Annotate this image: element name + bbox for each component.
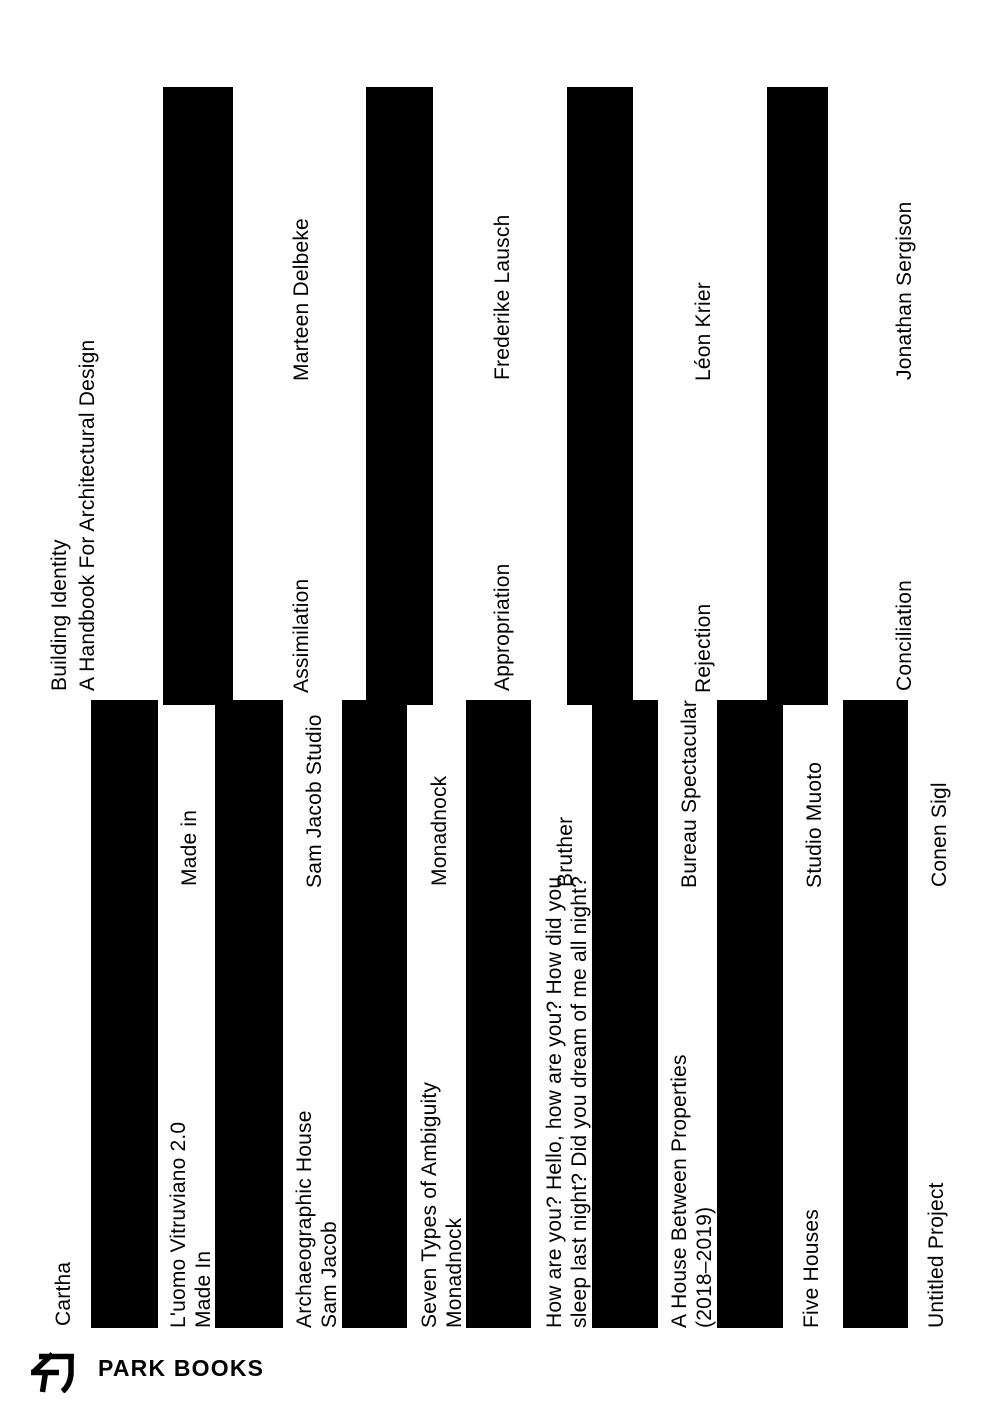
black-bar <box>567 87 633 705</box>
project-title-line2: sleep last night? Did you dream of me all night? <box>568 875 591 1328</box>
studio-name: Made in <box>178 809 201 886</box>
project-title <box>667 1054 717 1328</box>
publisher-logo <box>31 1346 264 1393</box>
category-label: Rejection <box>692 603 715 693</box>
project-title-line1: L'uomo Vitruviano 2.0 <box>167 1121 190 1328</box>
studio-name: Studio Muoto <box>803 761 826 888</box>
studio-name: Monadnock <box>428 775 451 886</box>
studio-name: Bruther <box>554 816 577 887</box>
project-title <box>417 1082 467 1328</box>
project-title: Five Houses <box>800 1209 823 1328</box>
studio-name: Conen Sigl <box>928 782 951 887</box>
project-title <box>166 1122 216 1328</box>
black-bar <box>91 700 158 1328</box>
black-bar <box>592 700 658 1328</box>
cover-title-line2: A Handbook For Architectural Design <box>76 339 99 691</box>
studio-name: Bureau Spectacular <box>678 699 701 888</box>
black-bar <box>466 700 531 1328</box>
project-title-line2: Made In <box>192 1250 215 1328</box>
cover-title <box>46 340 102 691</box>
park-books-bench-icon <box>31 1347 83 1393</box>
project-title: Untitled Project <box>925 1182 948 1328</box>
project-title-line1: Archaeographic House <box>293 1110 316 1328</box>
project-title-line1: How are you? Hello, how are you? How did you <box>543 876 566 1328</box>
black-bar <box>366 87 433 705</box>
project-title-line2: (2018–2019) <box>693 1206 716 1328</box>
category-label: Assimilation <box>290 578 313 693</box>
black-bar <box>843 700 908 1328</box>
author-name: Léon Krier <box>692 282 715 381</box>
author-name: Jonathan Sergison <box>893 201 916 380</box>
black-bar <box>215 700 283 1328</box>
magazine-name: Cartha <box>52 1261 75 1326</box>
studio-name: Sam Jacob Studio <box>303 714 326 888</box>
project-title <box>292 1110 342 1328</box>
black-bar <box>767 87 828 705</box>
project-title <box>542 876 592 1328</box>
project-title-line1: Seven Types of Ambiguity <box>418 1081 441 1328</box>
category-label: Conciliation <box>893 580 916 691</box>
project-title-line2: Sam Jacob <box>318 1221 341 1328</box>
black-bar <box>163 87 233 705</box>
cover-title-line1: Building Identity <box>48 539 71 691</box>
publisher-name: PARK BOOKS <box>98 1355 265 1381</box>
project-title-line2: Monadnock <box>443 1217 466 1328</box>
black-bar <box>342 700 407 1328</box>
author-name: Frederike Lausch <box>491 214 514 380</box>
project-title-line1: A House Between Properties <box>668 1054 691 1328</box>
black-bar <box>717 700 783 1328</box>
author-name: Marteen Delbeke <box>290 218 313 381</box>
category-label: Appropriation <box>491 563 514 691</box>
